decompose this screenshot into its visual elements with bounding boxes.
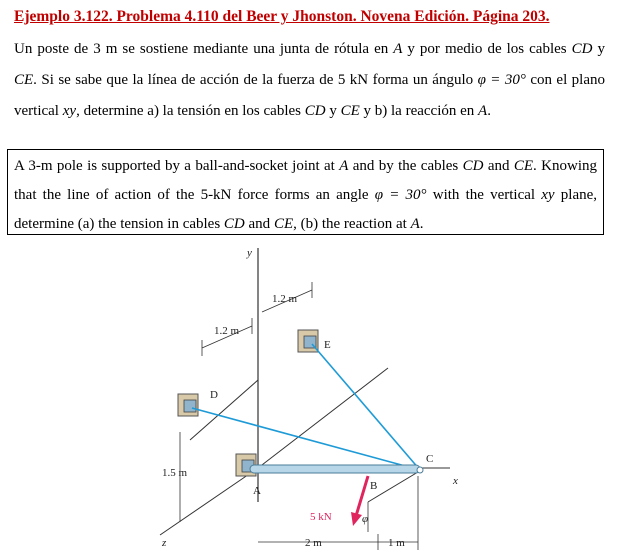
pole-diagram [150,240,470,550]
problem-statement-english: A 3-m pole is supported by a ball-and-socket joint at A and by the cables CD and CE. Knowing that the line of action of the 5-kN force forms an angle φ = 30° with the vertical xy plane, determine (a) the tension in cables CD and CE, (b) the reaction at A. [14,158,598,232]
label-a: A [253,485,261,497]
cable-cd [192,408,420,470]
dim-1m-label: 1 m [388,537,405,549]
force-arrow-head [351,512,362,526]
label-b: B [370,480,378,492]
force-arrow [356,476,368,516]
force-label: 5 kN [310,511,332,523]
dim-height-label: 1.5 m [162,467,188,479]
dim-2m-label: 2 m [305,537,322,549]
page-title: Ejemplo 3.122. Problema 4.110 del Beer y Jhonston. Novena Edición. Página 203. [14,8,550,25]
label-e: E [324,339,331,351]
bracket-d [178,394,198,416]
dim-upper-label: 1.2 m [272,293,298,305]
x-axis-label: x [453,475,458,487]
label-c: C [426,453,434,465]
angle-label: φ [362,513,369,525]
diagonal-grid-line [258,368,388,468]
y-axis-label: y [247,247,252,259]
pole [250,465,420,473]
label-d: D [210,389,218,401]
dim-left-label: 1.2 m [214,325,240,337]
end-c [417,467,423,473]
problem-statement-spanish: Un poste de 3 m se sostiene mediante una junta de rótula en A y por medio de los cables CD y CE. Si se sabe que la línea de acción de la fuerza de 5 kN forma un ángulo φ = 30° con el plano vertical xy, determine a) la tensión en los cables CD y CE y b) la reacción en A. [14,41,606,119]
z-axis-label: z [162,537,167,549]
problem-statement-english-box [7,149,604,235]
cable-ce [312,344,420,470]
